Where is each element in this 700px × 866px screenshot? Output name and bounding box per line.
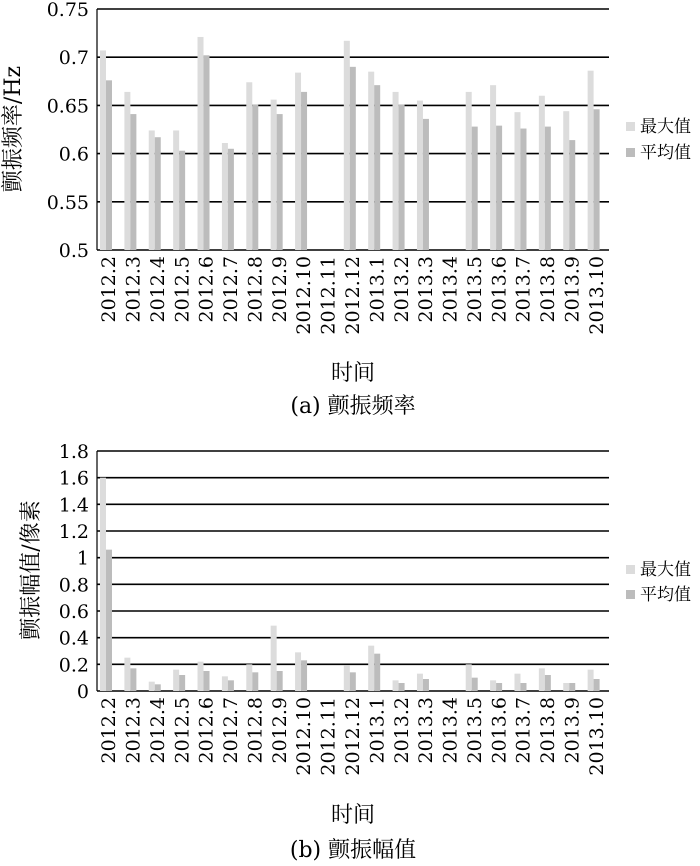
bar-max — [344, 41, 350, 250]
x-tick-label: 2013.7 — [512, 697, 535, 764]
bar-mean — [569, 140, 575, 250]
x-tick-label: 2013.2 — [390, 256, 413, 323]
bar-mean — [228, 680, 234, 691]
bar-mean — [423, 119, 429, 250]
bar-mean — [520, 129, 526, 250]
bar-max — [466, 664, 472, 691]
bar-mean — [374, 654, 380, 691]
bar-mean — [252, 672, 258, 691]
y-tick-label: 0.75 — [46, 0, 89, 21]
x-tick-label: 2012.10 — [293, 697, 316, 776]
x-tick-label: 2013.6 — [488, 256, 511, 323]
bar-max — [417, 101, 423, 250]
bar-max — [295, 73, 301, 250]
legend-label: 平均值 — [640, 585, 691, 605]
bar-max — [563, 111, 569, 250]
bar-max — [149, 130, 155, 250]
x-tick-label: 2013.9 — [561, 256, 584, 323]
x-tick-label: 2013.1 — [366, 256, 389, 323]
bar-mean — [228, 149, 234, 250]
y-tick-label: 1.4 — [58, 494, 89, 517]
legend-label: 最大值 — [640, 560, 691, 580]
legend-swatch — [626, 122, 635, 131]
bar-mean — [155, 137, 161, 250]
x-tick-label: 2012.4 — [146, 256, 169, 323]
bar-max — [563, 683, 569, 691]
x-tick-label: 2012.11 — [317, 256, 340, 335]
x-tick-label: 2013.5 — [463, 697, 486, 764]
x-tick-label: 2013.6 — [488, 697, 511, 764]
figure-caption: (a) 颤振频率 — [290, 394, 416, 419]
bar-mean — [204, 671, 210, 691]
bar-mean — [594, 109, 600, 250]
y-tick-label: 0.5 — [58, 240, 89, 262]
y-tick-label: 1.6 — [58, 467, 89, 490]
x-tick-label: 2012.9 — [268, 256, 291, 323]
bar-max — [198, 662, 204, 691]
x-tick-label: 2012.6 — [195, 256, 218, 323]
x-tick-label: 2012.3 — [122, 256, 145, 323]
bar-mean — [204, 55, 210, 250]
bar-mean — [496, 683, 502, 691]
x-tick-label: 2013.7 — [512, 256, 535, 323]
x-tick-label: 2013.3 — [415, 256, 438, 323]
y-tick-label: 0.55 — [46, 191, 89, 214]
bar-mean — [472, 678, 478, 691]
bar-max — [393, 680, 399, 691]
x-tick-label: 2013.9 — [561, 697, 584, 764]
bar-mean — [399, 104, 405, 250]
bar-max — [246, 664, 252, 691]
x-tick-label: 2013.4 — [439, 697, 462, 764]
bar-max — [514, 674, 520, 691]
bar-mean — [130, 114, 136, 250]
bar-mean — [545, 127, 551, 250]
x-tick-label: 2012.7 — [220, 256, 243, 323]
bar-max — [344, 666, 350, 691]
bar-max — [173, 670, 179, 691]
x-tick-label: 2013.10 — [585, 256, 608, 335]
x-tick-label: 2012.9 — [268, 697, 291, 764]
bar-max — [417, 674, 423, 691]
x-tick-label: 2012.7 — [220, 697, 243, 764]
bar-max — [271, 626, 277, 691]
bar-mean — [350, 672, 356, 691]
bar-max — [466, 92, 472, 250]
bar-mean — [545, 675, 551, 691]
bar-max — [246, 82, 252, 250]
bar-mean — [179, 675, 185, 691]
legend-swatch — [626, 590, 635, 599]
bar-max — [539, 96, 545, 250]
x-tick-label: 2012.12 — [342, 697, 364, 776]
bar-max — [124, 92, 130, 250]
bar-mean — [106, 550, 112, 691]
bar-max — [198, 37, 204, 250]
x-tick-label: 2012.10 — [293, 256, 316, 335]
bar-mean — [399, 683, 405, 691]
bar-max — [514, 112, 520, 250]
x-tick-label: 2012.2 — [98, 697, 121, 764]
y-axis-label: 颤振频率/Hz — [1, 65, 26, 193]
x-tick-label: 2012.2 — [98, 256, 121, 323]
y-tick-label: 0.65 — [46, 95, 89, 118]
legend-label: 最大值 — [640, 117, 691, 137]
x-tick-label: 2012.5 — [171, 697, 194, 764]
bar-max — [393, 92, 399, 250]
x-tick-label: 2013.1 — [366, 697, 389, 764]
y-tick-label: 0.7 — [58, 47, 89, 70]
legend-swatch — [626, 148, 635, 157]
bar-max — [490, 85, 496, 250]
bar-mean — [520, 683, 526, 691]
bar-max — [588, 670, 594, 691]
x-axis-label: 时间 — [330, 361, 376, 386]
bar-mean — [301, 660, 307, 691]
x-tick-label: 2012.5 — [171, 256, 194, 323]
x-tick-label: 2013.4 — [439, 256, 462, 323]
figure-caption: (b) 颤振幅值 — [289, 838, 417, 863]
bar-max — [368, 72, 374, 250]
bar-max — [149, 682, 155, 691]
x-tick-label: 2013.10 — [585, 697, 608, 776]
x-tick-label: 2012.6 — [195, 697, 218, 764]
x-tick-label: 2013.8 — [537, 697, 560, 764]
bar-mean — [277, 114, 283, 250]
x-axis-label: 时间 — [330, 803, 376, 828]
bar-mean — [301, 92, 307, 250]
bar-mean — [252, 104, 258, 250]
x-tick-label: 2013.2 — [390, 697, 413, 764]
bar-max — [100, 478, 106, 691]
bar-max — [368, 646, 374, 691]
legend-label: 平均值 — [640, 143, 691, 163]
bar-mean — [472, 127, 478, 250]
x-tick-label: 2013.8 — [537, 256, 560, 323]
bar-max — [539, 668, 545, 691]
y-tick-label: 0.2 — [58, 654, 89, 677]
legend-swatch — [626, 565, 635, 574]
x-tick-label: 2012.4 — [146, 697, 169, 764]
x-tick-label: 2013.5 — [463, 256, 486, 323]
bar-max — [124, 658, 130, 691]
y-tick-label: 0.4 — [58, 627, 89, 650]
x-tick-label: 2012.12 — [342, 256, 364, 335]
y-tick-label: 1.8 — [58, 441, 89, 463]
bar-mean — [106, 80, 112, 250]
bar-mean — [350, 67, 356, 250]
bar-mean — [594, 679, 600, 691]
y-tick-label: 1.2 — [58, 521, 89, 543]
bar-mean — [155, 684, 161, 691]
y-tick-label: 1 — [76, 547, 89, 570]
x-tick-label: 2013.3 — [415, 697, 438, 764]
bar-max — [100, 50, 106, 250]
bar-max — [173, 130, 179, 250]
bar-max — [588, 71, 594, 250]
x-tick-label: 2012.8 — [244, 697, 267, 764]
bar-mean — [374, 85, 380, 250]
bar-mean — [130, 668, 136, 691]
bar-mean — [496, 126, 502, 250]
y-tick-label: 0 — [76, 681, 89, 703]
x-tick-label: 2012.11 — [317, 697, 340, 776]
y-tick-label: 0.8 — [58, 574, 89, 597]
bar-max — [295, 652, 301, 691]
y-tick-label: 0.6 — [58, 143, 89, 166]
bar-max — [222, 676, 228, 691]
y-axis-label: 颤振幅值/像素 — [19, 500, 44, 640]
bar-max — [271, 100, 277, 250]
bar-mean — [569, 683, 575, 691]
bar-mean — [423, 679, 429, 691]
y-tick-label: 0.6 — [58, 601, 89, 623]
bar-mean — [277, 671, 283, 691]
bar-max — [490, 680, 496, 691]
bar-max — [222, 143, 228, 250]
x-tick-label: 2012.8 — [244, 256, 267, 323]
bar-mean — [179, 151, 185, 250]
x-tick-label: 2012.3 — [122, 697, 145, 764]
